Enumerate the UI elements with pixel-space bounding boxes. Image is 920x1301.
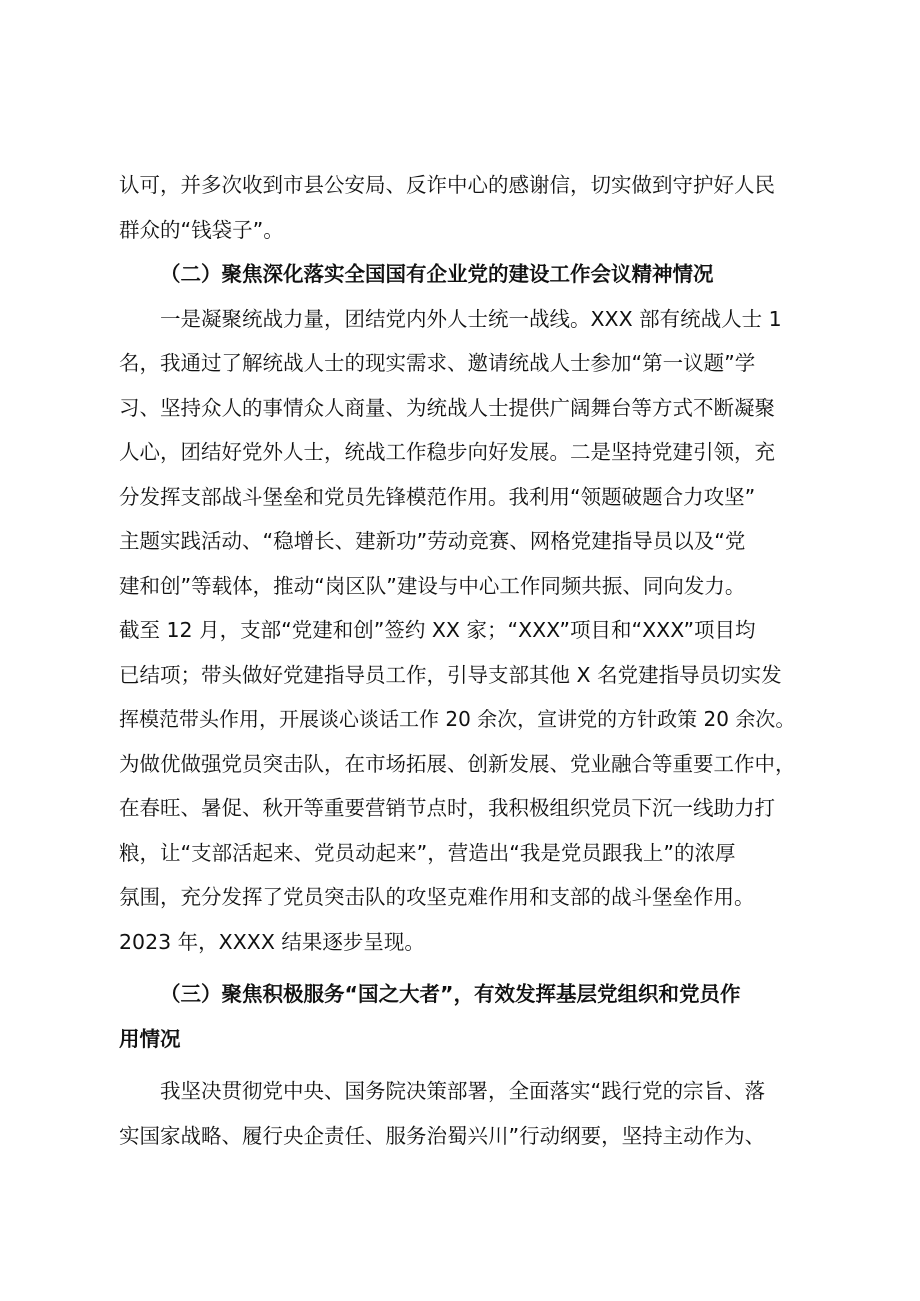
text-line: 氛围，充分发挥了党员突击队的攻坚克难作用和支部的战斗堡垒作用。 bbox=[119, 885, 755, 909]
paragraph-united-front bbox=[119, 297, 803, 965]
heading-line: 用情况 bbox=[119, 1026, 181, 1051]
text-line: 一是凝聚统战力量，团结党内外人士统一战线。XXX 部有统战人士 1 bbox=[160, 306, 782, 331]
text-line: 在春旺、暑促、秋开等重要营销节点时，我积极组织党员下沉一线助力打 bbox=[119, 796, 775, 820]
text-line: 主题实践活动、“稳增长、建新功”劳动竞赛、网格党建指导员以及“党 bbox=[119, 529, 746, 553]
paragraph-service bbox=[119, 1069, 803, 1158]
text-line: 2023 年，XXXX 结果逐步呈现。 bbox=[119, 929, 425, 954]
text-line: 名，我通过了解统战人士的现实需求、邀请统战人士参加“第一议题”学 bbox=[119, 351, 756, 375]
text-line: 挥模范带头作用，开展谈心谈话工作 20 余次，宣讲党的方针政策 20 余次。 bbox=[119, 707, 796, 731]
spacer bbox=[119, 964, 803, 972]
text-line: 粮，让“支部活起来、党员动起来”，营造出“我是党员跟我上”的浓厚 bbox=[119, 840, 736, 865]
text-line: 建和创”等载体，推动“岗区队”建设与中心工作同频共振、同向发力。 bbox=[119, 573, 746, 598]
document-body bbox=[119, 163, 803, 1158]
text-line: 分发挥支部战斗堡垒和党员先锋模范作用。我利用“领题破题合力攻坚” bbox=[119, 484, 756, 509]
section-heading-2 bbox=[119, 252, 803, 297]
text-line: 人心，团结好党外人士，统战工作稳步向好发展。二是坚持党建引领，充 bbox=[119, 440, 775, 464]
heading-line: （三）聚焦积极服务“国之大者”，有效发挥基层党组织和党员作 bbox=[160, 982, 741, 1006]
heading-line: （二）聚焦深化落实全国国有企业党的建设工作会议精神情况 bbox=[160, 262, 714, 286]
section-heading-3 bbox=[119, 972, 803, 1061]
paragraph-continuation bbox=[119, 163, 803, 252]
text-line: 已结项；带头做好党建指导员工作，引导支部其他 X 名党建指导员切实发 bbox=[119, 662, 782, 687]
text-line: 为做优做强党员突击队，在市场拓展、创新发展、党业融合等重要工作中， bbox=[119, 751, 796, 776]
text-line: 实国家战略、履行央企责任、服务治蜀兴川”行动纲要，坚持主动作为、 bbox=[119, 1123, 766, 1148]
text-line: 截至 12 月，支部“党建和创”签约 XX 家；“XXX”项目和“XXX”项目均 bbox=[119, 618, 756, 642]
text-line: 群众的“钱袋子”。 bbox=[119, 217, 284, 242]
text-line: 习、坚持众人的事情众人商量、为统战人士提供广阔舞台等方式不断凝聚 bbox=[119, 395, 775, 420]
text-line: 我坚决贯彻党中央、国务院决策部署，全面落实“践行党的宗旨、落 bbox=[160, 1079, 766, 1103]
spacer bbox=[119, 1061, 803, 1069]
text-line: 认可，并多次收到市县公安局、反诈中心的感谢信，切实做到守护好人民 bbox=[119, 173, 775, 197]
